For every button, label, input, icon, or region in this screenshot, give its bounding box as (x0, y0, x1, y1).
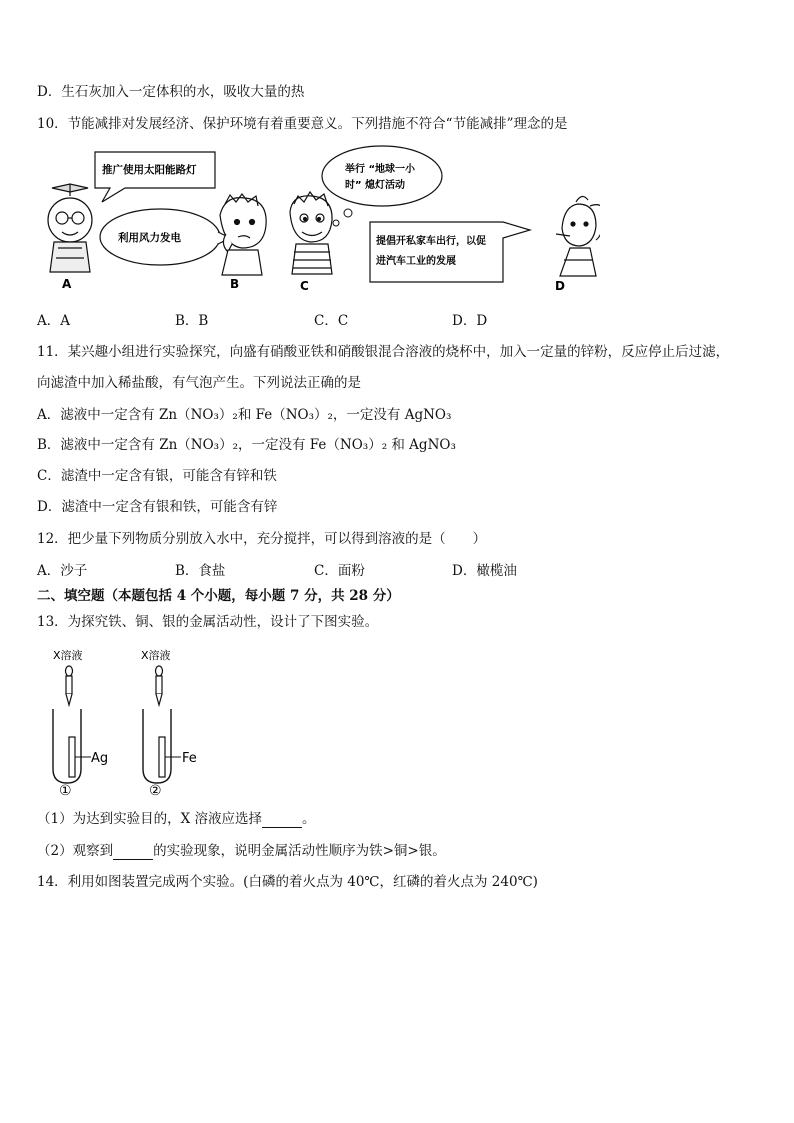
q11-option-a[interactable]: A．滤液中一定含有 Zn（NO₃）₂和 Fe（NO₃）₂，一定没有 AgNO₃ (37, 407, 452, 423)
test-tube-1 (53, 709, 81, 783)
bubble-solar (95, 152, 215, 202)
q14-stem: 14．利用如图装置完成两个实验。(白磷的着火点为 40℃，红磷的着火点为 240℃) (37, 874, 538, 890)
q10-option-a[interactable]: A．A (37, 313, 70, 329)
character-b (220, 194, 266, 275)
q13-sub2-blank[interactable] (113, 845, 153, 860)
q11-option-b[interactable]: B．滤液中一定含有 Zn（NO₃）₂，一定没有 Fe（NO₃）₂ 和 AgNO₃ (37, 437, 456, 453)
metal-label-ag: Ag (91, 751, 109, 766)
q13-subquestion-2 (37, 842, 446, 860)
q10-figure (30, 140, 600, 295)
q13-figure (45, 645, 215, 800)
q13-sub1-blank[interactable] (262, 813, 302, 828)
test-tube-2 (143, 709, 171, 783)
q12-option-c[interactable]: C．面粉 (314, 563, 365, 579)
q10-options (37, 312, 557, 330)
dropper-2 (156, 666, 163, 705)
q13-sub2-text: （2）观察到 (37, 843, 114, 859)
tube-label-1: ① (59, 783, 72, 799)
q11-option-c[interactable]: C．滤渣中一定含有银，可能含有锌和铁 (37, 468, 277, 484)
q11-stem-line-1: 11．某兴趣小组进行实验探究，向盛有硝酸亚铁和硝酸银混合溶液的烧杯中，加入一定量的锌粉，反应停止后过滤， (37, 344, 730, 360)
dropper-label-2: X溶液 (141, 649, 171, 662)
q13-sub1-end: 。 (302, 811, 316, 827)
q13-sub2-end: 的实验现象，说明金属活动性顺序为铁>铜>银。 (153, 843, 446, 859)
bubble-car (370, 222, 530, 282)
bubble-earth-hour-text-2: 时” 熄灯活动 (345, 180, 406, 191)
bubble-car-text-1: 提倡开私家车出行，以促 (376, 236, 486, 247)
bubble-earth-hour-text-1: 举行 “地球一小 (345, 164, 416, 175)
metal-label-fe: Fe (182, 751, 197, 766)
q10-option-b[interactable]: B．B (175, 313, 209, 329)
character-a (48, 184, 92, 272)
figure-label-b: B (230, 277, 240, 291)
q12-option-a[interactable]: A．沙子 (37, 563, 88, 579)
q13-subquestion-1 (37, 810, 316, 828)
q10-option-d[interactable]: D．D (452, 313, 488, 329)
bubble-car-text-2: 进汽车工业的发展 (376, 256, 456, 267)
character-c (290, 192, 332, 274)
bubble-earth-hour (322, 146, 442, 226)
bubble-solar-text: 推广使用太阳能路灯 (102, 164, 197, 176)
figure-label-a: A (62, 277, 72, 291)
dropper-label-1: X溶液 (53, 649, 83, 662)
bubble-wind-text: 利用风力发电 (118, 232, 181, 244)
q9-option-d: D．生石灰加入一定体积的水，吸收大量的热 (37, 84, 305, 100)
q11-option-d[interactable]: D．滤渣中一定含有银和铁，可能含有锌 (37, 499, 278, 515)
q10-stem: 10．节能减排对发展经济、保护环境有着重要意义。下列措施不符合“节能减排”理念的是 (37, 116, 568, 132)
silver-strip (69, 737, 75, 777)
iron-strip (159, 737, 165, 777)
tube-label-2: ② (149, 783, 162, 799)
q10-option-c[interactable]: C．C (314, 313, 349, 329)
section2-heading: 二、填空题（本题包括 4 个小题，每小题 7 分，共 28 分） (37, 588, 400, 604)
dropper-1 (66, 666, 73, 705)
q13-stem: 13．为探究铁、铜、银的金属活动性，设计了下图实验。 (37, 614, 379, 630)
q12-option-b[interactable]: B．食盐 (175, 563, 226, 579)
bubble-wind (100, 209, 230, 265)
q12-options (37, 562, 557, 580)
q12-stem: 12．把少量下列物质分别放入水中，充分搅拌，可以得到溶液的是（ ） (37, 531, 487, 547)
q13-sub1-text: （1）为达到实验目的，X 溶液应选择 (37, 811, 262, 827)
q12-option-d[interactable]: D．橄榄油 (452, 563, 517, 579)
figure-label-c: C (300, 279, 309, 293)
q11-stem-line-2: 向滤渣中加入稀盐酸，有气泡产生。下列说法正确的是 (37, 375, 361, 391)
figure-label-d: D (555, 279, 565, 293)
character-d (556, 196, 600, 276)
